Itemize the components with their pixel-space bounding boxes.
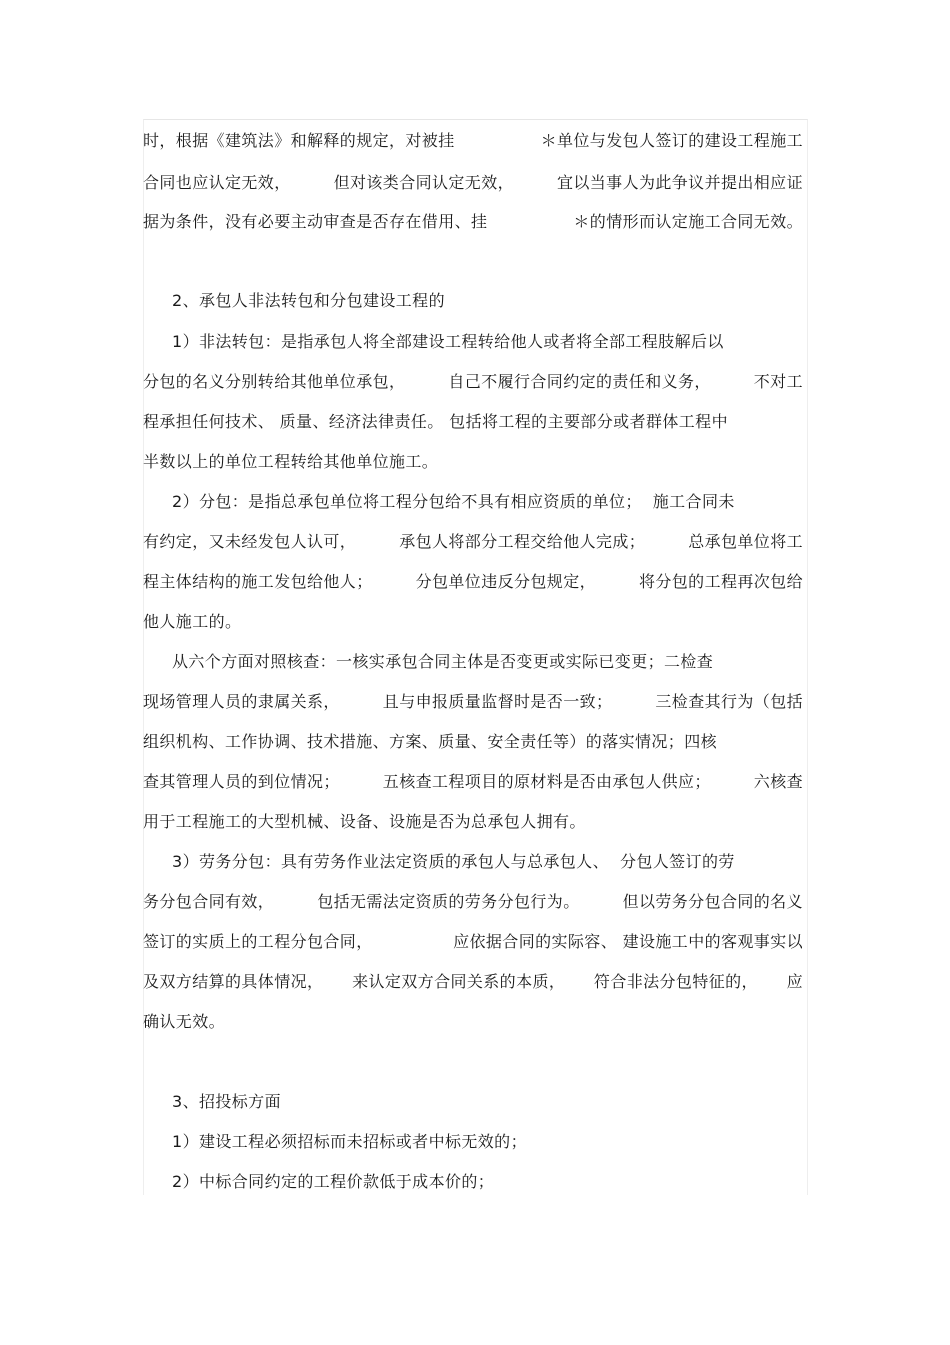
text-line: 半数以上的单位工程转给其他单位施工。 [143, 452, 439, 471]
text-line [143, 372, 803, 392]
text-segment: 有约定，又未经发包人认可， [143, 532, 357, 551]
text-line [143, 532, 803, 552]
text-segment: 应依据合同的实际容、 建设施工中的客观事实以 [453, 932, 803, 951]
text-segment: 六核查 [753, 772, 803, 791]
text-segment: 签订的实质上的工程分包合同， [143, 932, 373, 951]
text-segment: 来认定双方合同关系的本质， [352, 972, 566, 991]
text-segment: 据为条件，没有必要主动审查是否存在借用、挂 [143, 212, 488, 231]
text-line [143, 131, 803, 151]
text-line: 确认无效。 [143, 1012, 226, 1031]
text-line: 他人施工的。 [143, 612, 242, 631]
text-segment: 五核查工程项目的原材料是否由承包人供应； [382, 772, 711, 791]
text-line: 2）中标合同约定的工程价款低于成本价的； [172, 1172, 495, 1191]
text-line [143, 892, 803, 912]
text-line: 程承担任何技术、 质量、经济法律责任。 包括将工程的主要部分或者群体工程中 [143, 412, 728, 431]
text-line [143, 173, 803, 193]
text-line: 1）建设工程必须招标而未招标或者中标无效的； [172, 1132, 527, 1151]
text-segment: 承包人将部分工程交给他人完成； [399, 532, 646, 551]
text-segment: 自己不履行合同约定的责任和义务， [448, 372, 711, 391]
text-segment: 宜以当事人为此争议并提出相应证 [556, 173, 803, 192]
text-segment: ＊单位与发包人签订的建设工程施工 [540, 131, 803, 150]
text-segment: 程主体结构的施工发包给他人； [143, 572, 373, 591]
text-line [143, 212, 803, 232]
text-segment: 不对工 [753, 372, 803, 391]
text-segment: ＊的情形而认定施工合同无效。 [573, 212, 803, 231]
text-line [143, 772, 803, 792]
text-segment: 但以劳务分包合同的名义 [622, 892, 803, 911]
text-line [143, 692, 803, 712]
text-line: 3）劳务分包：具有劳务作业法定资质的承包人与总承包人、 分包人签订的劳 [172, 852, 735, 871]
text-line: 从六个方面对照核查：一核实承包合同主体是否变更或实际已变更；二检查 [172, 652, 714, 671]
text-line: 1）非法转包：是指承包人将全部建设工程转给他人或者将全部工程肢解后以 [172, 332, 724, 351]
section-heading: 2、承包人非法转包和分包建设工程的 [172, 291, 445, 310]
text-segment: 符合非法分包特征的， [593, 972, 758, 991]
text-line: 2）分包：是指总承包单位将工程分包给不具有相应资质的单位； 施工合同未 [172, 492, 735, 511]
text-segment: 应 [786, 972, 803, 991]
text-line: 组织机构、工作协调、技术措施、方案、质量、安全责任等）的落实情况；四核 [143, 732, 718, 751]
text-line [143, 572, 803, 592]
text-segment: 总承包单位将工 [688, 532, 803, 551]
text-line: 用于工程施工的大型机械、设备、设施是否为总承包人拥有。 [143, 812, 586, 831]
text-line [143, 932, 803, 952]
text-segment: 及双方结算的具体情况， [143, 972, 324, 991]
text-segment: 时，根据《建筑法》和解释的规定，对被挂 [143, 131, 455, 150]
text-segment: 务分包合同有效， [143, 892, 275, 911]
text-segment: 合同也应认定无效， [143, 173, 291, 192]
text-segment: 但对该类合同认定无效， [333, 173, 514, 192]
text-segment: 分包的名义分别转给其他单位承包， [143, 372, 406, 391]
text-segment: 将分包的工程再次包给 [638, 572, 803, 591]
text-segment: 现场管理人员的隶属关系， [143, 692, 340, 711]
text-segment: 包括无需法定资质的劳务分包行为。 [317, 892, 580, 911]
text-segment: 且与申报质量监督时是否一致； [382, 692, 613, 711]
text-segment: 查其管理人员的到位情况； [143, 772, 340, 791]
text-line [143, 972, 803, 992]
text-segment: 三检查其行为（包括 [655, 692, 803, 711]
section-heading: 3、招投标方面 [172, 1092, 281, 1111]
text-segment: 分包单位违反分包规定， [415, 572, 596, 591]
